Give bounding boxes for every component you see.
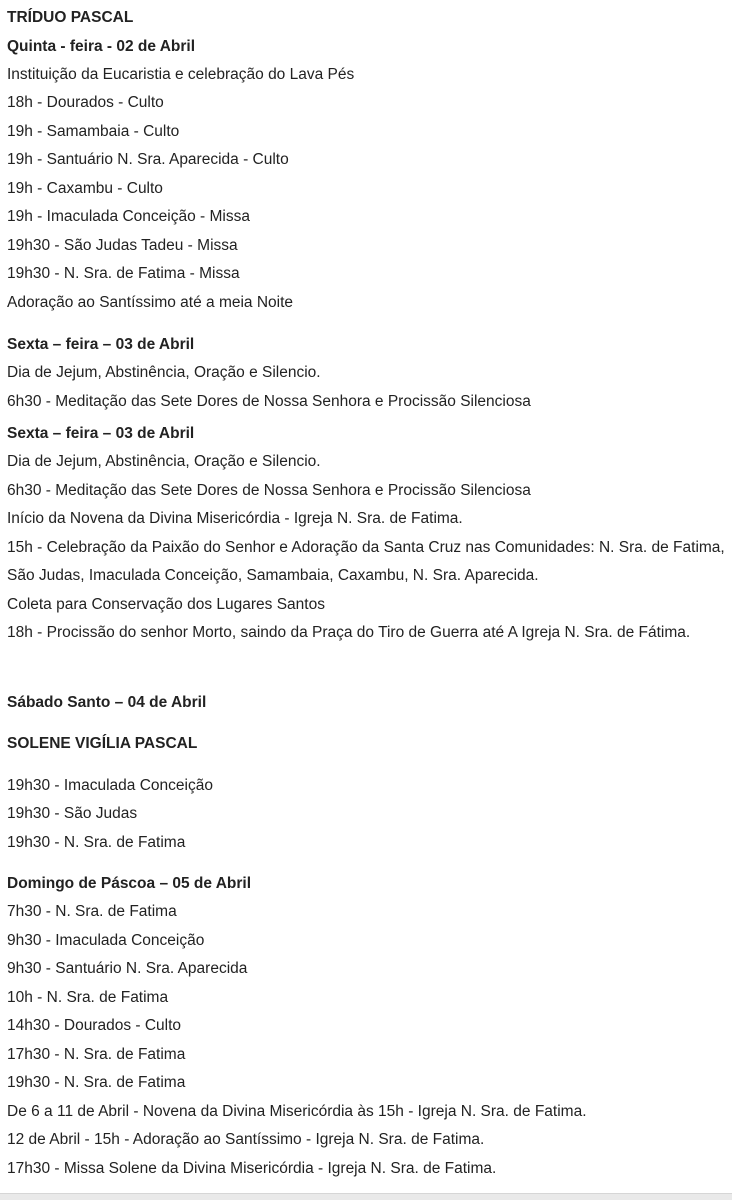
schedule-line: 6h30 - Meditação das Sete Dores de Nossa Senhora e Procissão Silenciosa xyxy=(7,482,531,499)
document-title: TRÍDUO PASCAL xyxy=(7,9,134,26)
schedule-line: De 6 a 11 de Abril - Novena da Divina Misericórdia às 15h - Igreja N. Sra. de Fatima. xyxy=(7,1103,587,1120)
schedule-line: 15h - Celebração da Paixão do Senhor e Adoração da Santa Cruz nas Comunidades: N. Sra. de Fatima, São Judas, Imaculada Conceição, Samambaia, Caxambu, N. Sra. Aparecida. xyxy=(7,539,725,585)
schedule-line: Coleta para Conservação dos Lugares Santos xyxy=(7,596,325,613)
schedule-line: 17h30 - N. Sra. de Fatima xyxy=(7,1046,186,1063)
schedule-line: Adoração ao Santíssimo até a meia Noite xyxy=(7,294,294,311)
schedule-line: 17h30 - Missa Solene da Divina Misericórdia - Igreja N. Sra. de Fatima. xyxy=(7,1160,497,1177)
schedule-line: 9h30 - Imaculada Conceição xyxy=(7,932,205,949)
schedule-line: 19h30 - N. Sra. de Fatima xyxy=(7,834,186,851)
schedule-line: 19h30 - São Judas xyxy=(7,805,138,822)
schedule-line: 18h - Dourados - Culto xyxy=(7,94,164,111)
schedule-line: 19h - Samambaia - Culto xyxy=(7,123,180,140)
schedule-line: Início da Novena da Divina Misericórdia - Igreja N. Sra. de Fatima. xyxy=(7,510,463,527)
schedule-line: 19h30 - Imaculada Conceição xyxy=(7,777,213,794)
schedule-line: Instituição da Eucaristia e celebração do Lava Pés xyxy=(7,66,355,83)
schedule-line: Dia de Jejum, Abstinência, Oração e Silencio. xyxy=(7,453,321,470)
saturday-heading: Sábado Santo – 04 de Abril xyxy=(7,694,207,711)
schedule-line: 19h - Santuário N. Sra. Aparecida - Culto xyxy=(7,151,289,168)
schedule-line: 19h - Caxambu - Culto xyxy=(7,180,163,197)
schedule-line: 14h30 - Dourados - Culto xyxy=(7,1017,182,1034)
schedule-line: 6h30 - Meditação das Sete Dores de Nossa Senhora e Procissão Silenciosa xyxy=(7,393,531,410)
schedule-line: 10h - N. Sra. de Fatima xyxy=(7,989,169,1006)
vigil-heading: SOLENE VIGÍLIA PASCAL xyxy=(7,735,198,752)
schedule-line: 12 de Abril - 15h - Adoração ao Santíssimo - Igreja N. Sra. de Fatima. xyxy=(7,1131,485,1148)
schedule-line: 19h - Imaculada Conceição - Missa xyxy=(7,208,250,225)
schedule-line: 19h30 - N. Sra. de Fatima - Missa xyxy=(7,265,240,282)
schedule-line: 18h - Procissão do senhor Morto, saindo da Praça do Tiro de Guerra até A Igreja N. Sra. de Fátima. xyxy=(7,624,691,641)
sunday-heading: Domingo de Páscoa – 05 de Abril xyxy=(7,875,252,892)
schedule-line: 7h30 - N. Sra. de Fatima xyxy=(7,903,177,920)
friday-heading: Sexta – feira – 03 de Abril xyxy=(7,336,195,353)
schedule-line: 19h30 - São Judas Tadeu - Missa xyxy=(7,237,238,254)
thursday-heading: Quinta - feira - 02 de Abril xyxy=(7,38,196,55)
schedule-line: Dia de Jejum, Abstinência, Oração e Silencio. xyxy=(7,364,321,381)
schedule-line: 19h30 - N. Sra. de Fatima xyxy=(7,1074,186,1091)
schedule-line: 9h30 - Santuário N. Sra. Aparecida xyxy=(7,960,248,977)
friday-heading-repeat: Sexta – feira – 03 de Abril xyxy=(7,425,195,442)
horizontal-scrollbar[interactable] xyxy=(0,1193,732,1200)
